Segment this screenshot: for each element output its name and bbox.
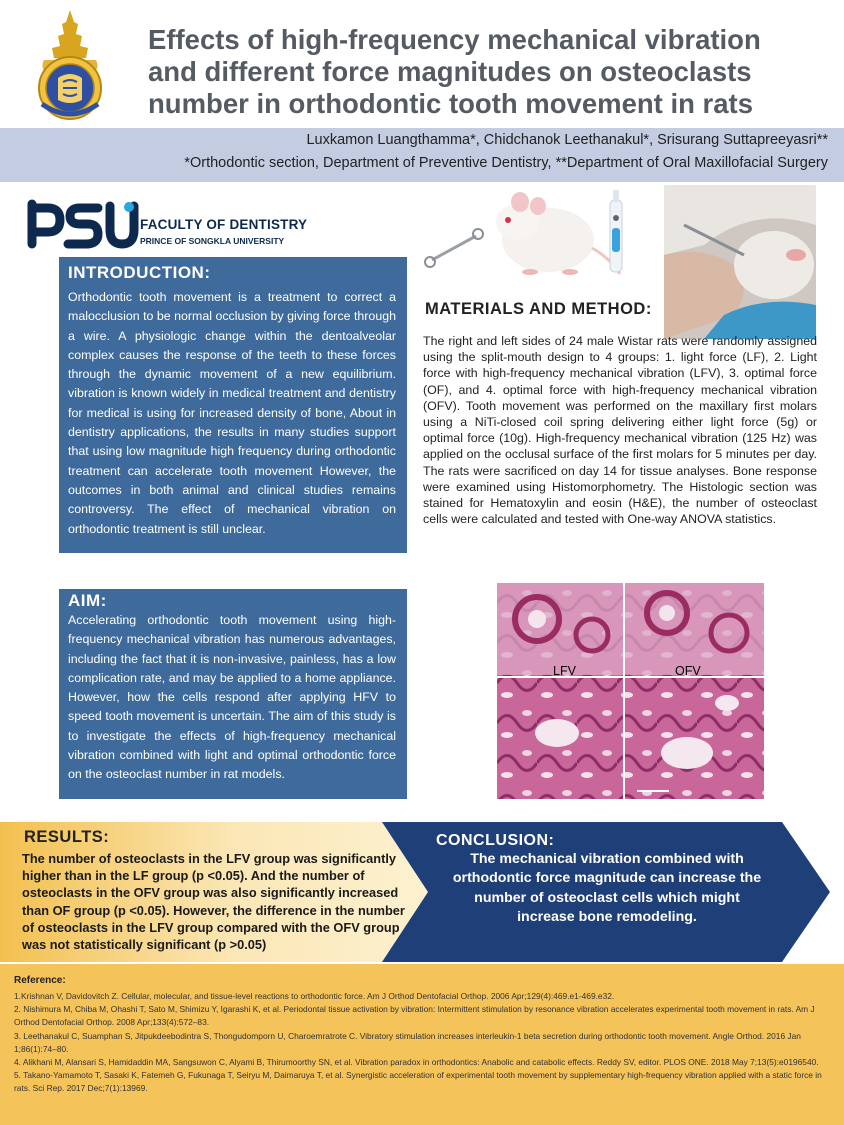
references-list [14, 990, 836, 1096]
university-seal-logo [30, 8, 110, 120]
conclusion-heading: CONCLUSION: [436, 832, 555, 849]
title-line-3: number in orthodontic tooth movement in rats [148, 88, 753, 119]
title-line-1: Effects of high-frequency mechanical vibration [148, 24, 761, 55]
introduction-section [59, 257, 407, 553]
reference-item: 1.Krishnan V, Davidovitch Z. Cellular, molecular, and tissue-level reactions to orthodontic force. Am J Orthod Dentofacial Orthop. 2006 Apr;129(4):469.e1-469.e32. [14, 991, 615, 1001]
reference-item: 2. Nishimura M, Chiba M, Ohashi T, Sato M, Shimizu Y, Igarashi K, et al. Periodontal tissue activation by vibration: Intermittent stimulation by resonance vibration accelerates experimental tooth movement in rats. Am J Orthod Dentofacial Orthop. 2008 Apr;133(4):572–83. [14, 1004, 815, 1028]
psu-logo-text: PSU [26, 196, 29, 197]
aim-text: Accelerating orthodontic tooth movement using high-frequency mechanical vibration has numerous advantages, including the fact that it is non-invasive, painless, has a low complication rate, and may be applied to a home appliance. However, how the cells respond after applying HFV to speed tooth movement is uncertain. The aim of this study is to investigate the effects of high-frequency mechanical vibration combined with light and optimal orthodontic force on the osteoclast number in rat models. [68, 613, 396, 782]
reference-item: 5. Takano-Yamamoto T, Sasaki K, Fatemeh G, Fukunaga T, Seiryu M, Daimaruya T, et al. Synergistic acceleration of experimental tooth movement by supplementary high-frequency vibration applied with a static force in rats. Sci Rep. 2017 Dec;7(1):13969. [14, 1070, 822, 1094]
conclusion-text: The mechanical vibration combined with orthodontic force magnitude can increase the number of osteoclast cells which might increase bone remodeling. [452, 851, 762, 926]
histology-label-ofv: OFV [675, 664, 701, 678]
results-text: The number of osteoclasts in the LFV group was significantly higher than in the LF group (p <0.05). And the number of osteoclasts in the OFV group was also significantly increased than OF group (p <0.05). However, the difference in the number of osteoclasts in the LFV group compared with the OFV group was not statistically significant (p >0.05) [22, 851, 405, 953]
introduction-heading: INTRODUCTION: [68, 263, 211, 282]
reference-item: 4. Alikhani M, Alansari S, Hamidaddin MA, Sangsuwon C, Alyami B, Thirumoorthy SN, et al. Vibration paradox in orthodontics: Anabolic and catabolic effects. Reddy SV, editor. PLOS ONE. 2018 May 7;13(5):e0196540. [14, 1057, 819, 1068]
introduction-text: Orthodontic tooth movement is a treatment to correct a malocclusion to be normal occlusion by giving force through a wire. A physiologic change within the dentoalveolar complex causes the response of the teeth to these forces through the dynamic movement of a new equilibrium. vibration is known widely in medical treatment and dentistry for medical is using for increased density of bone, About in dentistry applications, the results in many studies support that using low magnitude high frequency during orthodontic treatment can accelerate tooth movement However, the outcomes in both animal and clinical studies remains controversy. The effect of mechanical vibration on orthodontic treatment is still unclear. [68, 290, 396, 536]
aim-section [59, 589, 407, 799]
university-name: PRINCE OF SONGKLA UNIVERSITY [140, 236, 285, 246]
histology-image [497, 583, 764, 799]
title-line-2: and different force magnitudes on osteoclasts [148, 56, 752, 87]
rat-procedure-photo [664, 185, 816, 339]
reference-item: 3. Leethanakul C, Suamphan S, Jitpukdeebodintra S, Thongudomporn U, Charoemratrote C. Vibratory stimulation increases interleukin-1 beta secretion during orthodontic tooth movement. Angle Orthod. 2016 Jan 1;86(1):74–80. [14, 1030, 801, 1054]
faculty-name: FACULTY OF DENTISTRY [140, 217, 308, 232]
rat-and-device-photo [420, 188, 658, 278]
references-heading: Reference: [14, 975, 66, 986]
poster-title [148, 24, 828, 120]
aim-heading: AIM: [68, 591, 107, 610]
electric-toothbrush-image [610, 190, 622, 272]
results-heading: RESULTS: [24, 828, 110, 846]
histology-label-lfv: LFV [553, 664, 576, 678]
materials-text: The right and left sides of 24 male Wistar rats were randomly assigned using the split-mouth design to 4 groups: 1. light force (LF), 2. Light force with high-frequency mechanical vibration (LFV), 3. optimal force (OF), and 4. optimal force with high-frequency mechanical vibration (OFV). Tooth movement was performed on the maxillary first molars using a NiTi-closed coil spring delivering either light force (5g) or optimal force (10g). High-frequency mechanical vibration (125 Hz) was applied on the occlusal surface of the first molars for 5 minutes per day. The rats were sacrificed on day 14 for tissue analyses. Bone response were examined using Histomorphometry. The Histologic section was stained for Hematoxylin and eosin (H&E), the number of osteoclast cells were calculated and tested with One-way ANOVA statistics. [423, 334, 817, 527]
affiliation: *Orthodontic section, Department of Preventive Dentistry, **Department of Oral Maxillofacial Surgery [184, 155, 828, 171]
authors: Luxkamon Luangthamma*, Chidchanok Leethanakul*, Srisurang Suttapreeyasri** [306, 132, 828, 148]
authors-bar [0, 128, 844, 182]
materials-heading: MATERIALS AND METHOD: [425, 300, 652, 318]
